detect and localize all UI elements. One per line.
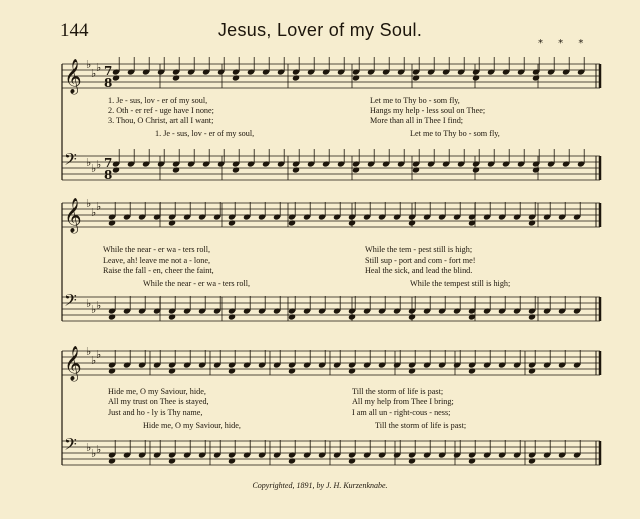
note-head [528, 219, 536, 226]
verse-2-line-d: Still sup - port and com - fort me! [365, 256, 476, 265]
note-head [108, 457, 116, 464]
verse-2-line-b: Hangs my help - less soul on Thee; [370, 106, 486, 115]
bass-clef: 𝄢 [64, 290, 77, 314]
note-head [292, 74, 300, 81]
flat-sign: ♭ [96, 299, 102, 312]
tune-stars: * * * [538, 38, 590, 49]
note-head [232, 74, 240, 81]
note-head [472, 166, 480, 173]
flat-sign: ♭ [96, 348, 102, 361]
note-head [172, 74, 180, 81]
note-head [288, 367, 296, 374]
note-head [348, 457, 356, 464]
verse-3-line-f: I am all un - right-cous - ness; [352, 408, 451, 417]
verse-1-line-e: Hide me, O my Saviour, hide, [108, 387, 206, 396]
note-head [168, 457, 176, 464]
bass-clef: 𝄢 [64, 149, 77, 173]
note-head [408, 313, 416, 320]
flat-sign: ♭ [86, 156, 92, 169]
note-head [528, 313, 536, 320]
flat-sign: ♭ [91, 162, 97, 175]
note-head [228, 457, 236, 464]
note-head [232, 166, 240, 173]
time-sig-bottom: 8 [104, 168, 113, 182]
copyright-notice: Copyrighted, 1891, by J. H. Kurzenknabe. [252, 481, 388, 490]
flat-sign: ♭ [91, 447, 97, 460]
time-sig-top: 7 [104, 64, 113, 78]
note-head [288, 219, 296, 226]
note-head [468, 367, 476, 374]
verse-2-line-e: All my trust on Thee is stayed, [108, 397, 209, 406]
bass-lyric-e: Hide me, O my Saviour, hide, [143, 421, 241, 430]
note-head [348, 367, 356, 374]
flat-sign: ♭ [91, 67, 97, 80]
note-head [108, 313, 116, 320]
verse-1-line-d: While the tem - pest still is high; [365, 245, 473, 254]
note-head [112, 74, 120, 81]
note-head [352, 166, 360, 173]
flat-sign: ♭ [86, 297, 92, 310]
verse-2-line-a: 2. Oth - er ref - uge have I none; [108, 106, 214, 115]
flat-sign: ♭ [96, 443, 102, 456]
note-head [408, 219, 416, 226]
note-head [528, 457, 536, 464]
bass-lyric-f: Till the storm of life is past; [375, 421, 467, 430]
flat-sign: ♭ [96, 61, 102, 74]
note-head [532, 166, 540, 173]
note-head [408, 457, 416, 464]
bass-lyric-b: Let me to Thy bo - som fly, [410, 129, 500, 138]
bass-clef: 𝄢 [64, 434, 77, 458]
treble-clef: 𝄞 [64, 346, 82, 381]
flat-sign: ♭ [86, 197, 92, 210]
note-head [112, 166, 120, 173]
hymn-title: Jesus, Lover of my Soul. [217, 20, 423, 40]
note-head [168, 219, 176, 226]
note-head [292, 166, 300, 173]
bass-lyric-a: 1. Je - sus, lov - er of my soul, [155, 129, 255, 138]
flat-sign: ♭ [86, 345, 92, 358]
note-head [408, 367, 416, 374]
treble-clef: 𝄞 [64, 198, 82, 233]
bass-lyric-c: While the near - er wa - ters roll, [143, 279, 251, 288]
verse-3-line-a: 3. Thou, O Christ, art all I want; [108, 116, 214, 125]
note-head [288, 457, 296, 464]
note-head [468, 457, 476, 464]
treble-clef: 𝄞 [64, 59, 82, 94]
flat-sign: ♭ [96, 200, 102, 213]
page-number: 144 [60, 20, 89, 41]
note-head [352, 74, 360, 81]
verse-1-line-b: Let me to Thy bo - som fly, [370, 96, 460, 105]
time-sig-bottom: 8 [104, 76, 113, 90]
verse-1-line-f: Till the storm of life is past; [352, 387, 444, 396]
note-head [228, 367, 236, 374]
note-head [412, 74, 420, 81]
note-head [168, 367, 176, 374]
flat-sign: ♭ [86, 441, 92, 454]
flat-sign: ♭ [86, 58, 92, 71]
note-head [348, 313, 356, 320]
verse-1-line-c: While the near - er wa - ters roll, [103, 245, 211, 254]
bass-lyric-d: While the tempest still is high; [410, 279, 511, 288]
note-head [108, 367, 116, 374]
note-head [472, 74, 480, 81]
note-head [288, 313, 296, 320]
verse-3-line-b: More than all in Thee I find; [370, 116, 464, 125]
verse-2-line-f: All my help from Thee I bring; [352, 397, 454, 406]
time-sig-top: 7 [104, 156, 113, 170]
note-head [168, 313, 176, 320]
verse-3-line-e: Just and ho - ly is Thy name, [108, 408, 203, 417]
note-head [532, 74, 540, 81]
flat-sign: ♭ [91, 206, 97, 219]
note-head [172, 166, 180, 173]
note-head [228, 219, 236, 226]
verse-3-line-d: Heal the sick, and lead the blind. [365, 266, 473, 275]
verse-2-line-c: Leave, ah! leave me not a - lone, [103, 256, 211, 265]
note-head [528, 367, 536, 374]
verse-1-line-a: 1. Je - sus, lov - er of my soul, [108, 96, 208, 105]
verse-3-line-c: Raise the fall - en, cheer the faint, [103, 266, 214, 275]
flat-sign: ♭ [91, 354, 97, 367]
note-head [412, 166, 420, 173]
note-head [348, 219, 356, 226]
flat-sign: ♭ [91, 303, 97, 316]
note-head [228, 313, 236, 320]
note-head [108, 219, 116, 226]
flat-sign: ♭ [96, 158, 102, 171]
